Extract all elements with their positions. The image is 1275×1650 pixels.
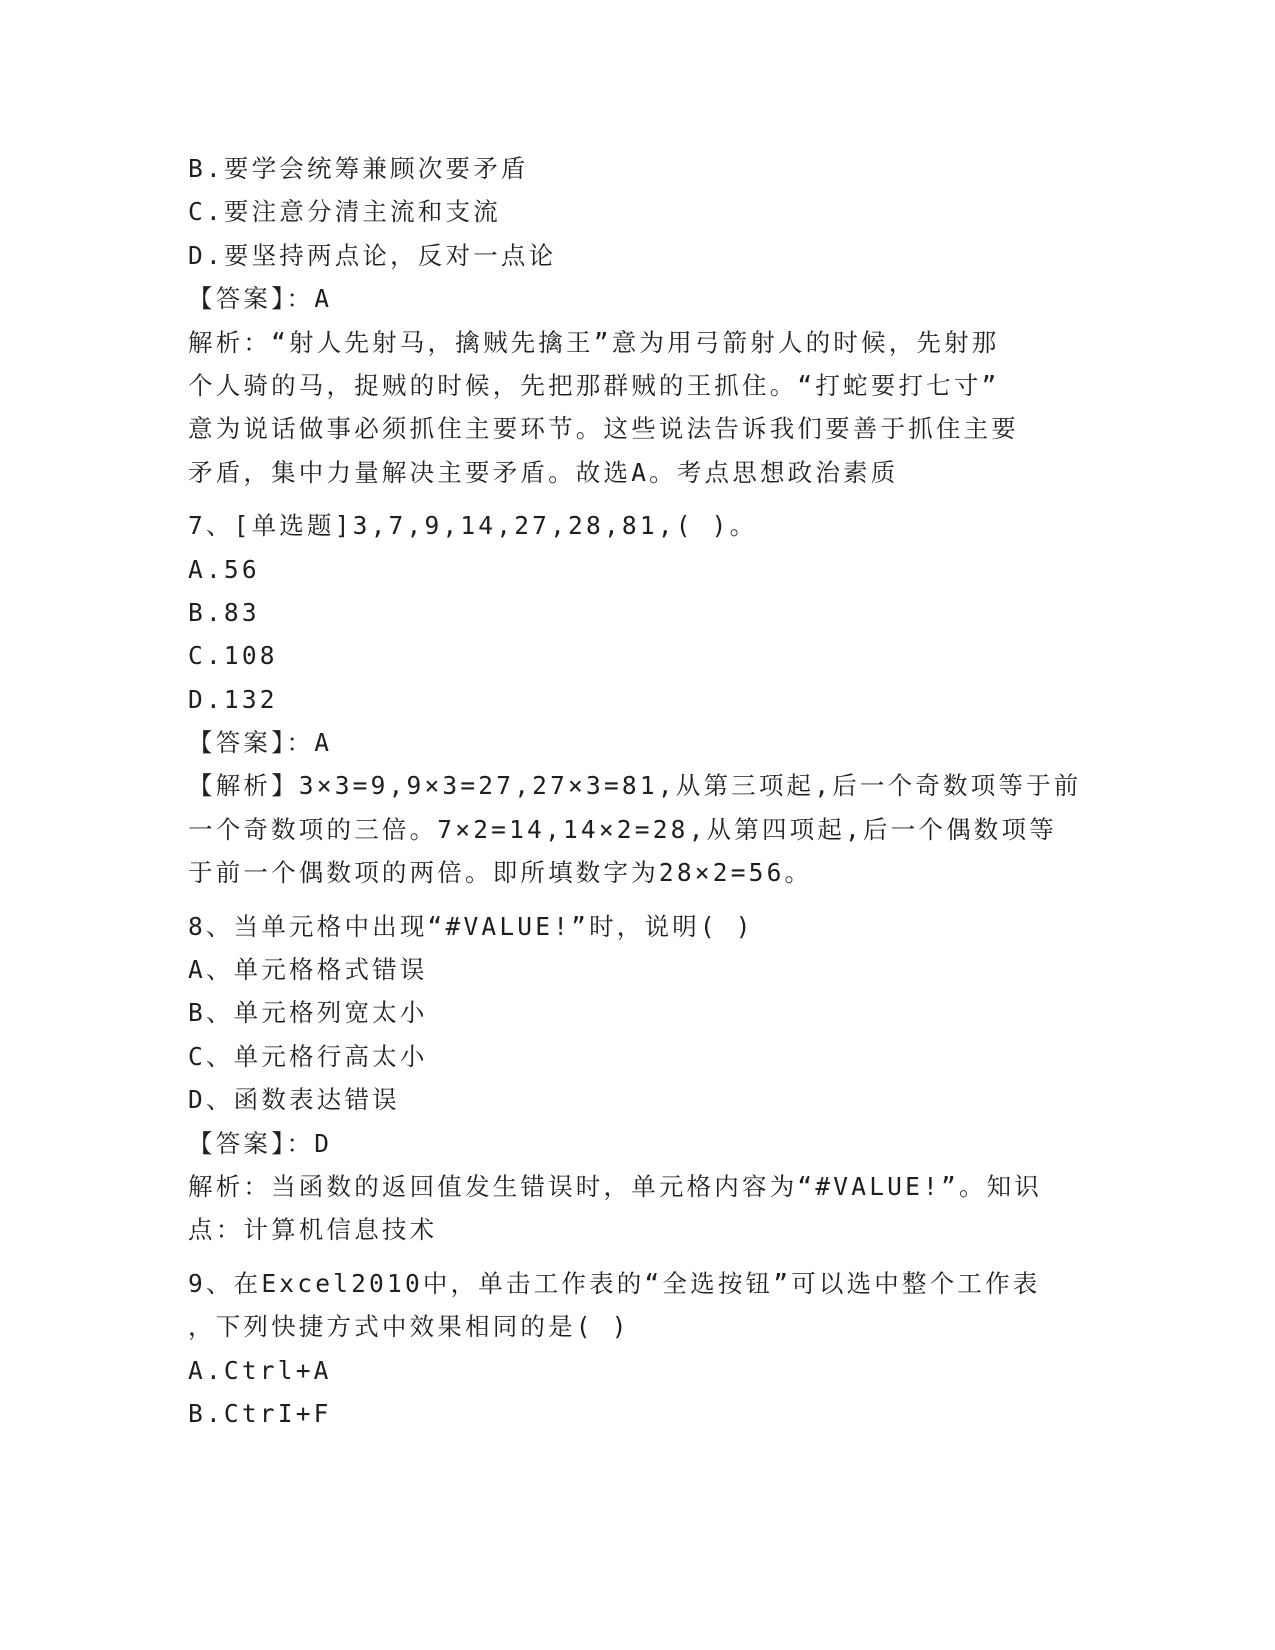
- question-9: [188, 1262, 1088, 1436]
- spacer: [188, 494, 1088, 504]
- spacer: [188, 895, 1088, 905]
- question-8: [188, 905, 1088, 1252]
- q6-analysis-line-4: 矛盾，集中力量解决主要矛盾。故选A。考点思想政治素质: [188, 457, 899, 487]
- q8-analysis-line-1: 解析：当函数的返回值发生错误时，单元格内容为“#VALUE!”。知识: [188, 1171, 1043, 1201]
- q7-answer: 【答案】：A: [188, 728, 333, 758]
- q8-option-b: B、单元格列宽太小: [188, 998, 428, 1028]
- q8-option-a: A、单元格格式错误: [188, 955, 428, 985]
- question-6-tail: [188, 147, 1088, 494]
- q8-stem: 8、当单元格中出现“#VALUE!”时，说明( ): [188, 911, 754, 941]
- q9-stem-line-2: ，下列快捷方式中效果相同的是( ): [188, 1312, 630, 1342]
- question-7: [188, 504, 1088, 895]
- q9-stem-line-1: 9、在Excel2010中，单击工作表的“全选按钮”可以选中整个工作表: [188, 1268, 1041, 1298]
- q8-answer: 【答案】：D: [188, 1128, 333, 1158]
- q8-option-d: D、函数表达错误: [188, 1085, 400, 1115]
- q7-stem: 7、[单选题]3,7,9,14,27,28,81,( )。: [188, 511, 758, 541]
- q7-analysis-line-2: 一个奇数项的三倍。7×2=14,14×2=28,从第四项起,后一个偶数项等: [188, 814, 1057, 844]
- q8-option-c: C、单元格行高太小: [188, 1041, 428, 1071]
- q6-option-c: C.要注意分清主流和支流: [188, 197, 501, 227]
- q7-option-a: A.56: [188, 554, 260, 584]
- q6-option-d: D.要坚持两点论，反对一点论: [188, 240, 557, 270]
- q6-analysis-line-1: 解析：“射人先射马，擒贼先擒王”意为用弓箭射人的时候，先射那: [188, 327, 1000, 357]
- q9-option-b: B.CtrI+F: [188, 1398, 332, 1428]
- q9-option-a: A.Ctrl+A: [188, 1355, 332, 1385]
- q7-option-b: B.83: [188, 597, 260, 627]
- q6-option-b: B.要学会统筹兼顾次要矛盾: [188, 154, 529, 183]
- spacer: [188, 1252, 1088, 1262]
- q7-option-c: C.108: [188, 641, 278, 671]
- document-content: [188, 147, 1088, 1435]
- q7-option-d: D.132: [188, 684, 278, 714]
- q6-answer: 【答案】：A: [188, 284, 333, 314]
- q7-analysis-line-3: 于前一个偶数项的两倍。即所填数字为28×2=56。: [188, 858, 813, 888]
- q6-analysis-line-2: 个人骑的马，捉贼的时候，先把那群贼的王抓住。“打蛇要打七寸”: [188, 370, 1000, 400]
- q7-analysis-line-1: 【解析】3×3=9,9×3=27,27×3=81,从第三项起,后一个奇数项等于前: [188, 771, 1082, 801]
- q6-analysis-line-3: 意为说话做事必须抓住主要环节。这些说法告诉我们要善于抓住主要: [188, 414, 1019, 444]
- q8-analysis-line-2: 点：计算机信息技术: [188, 1215, 438, 1245]
